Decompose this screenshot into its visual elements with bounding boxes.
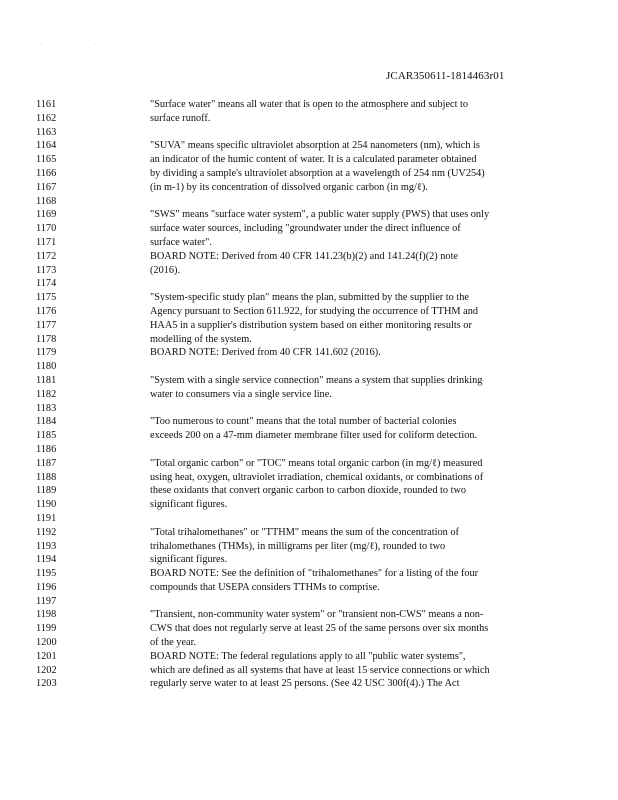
document-line — [36, 139, 596, 153]
line-text: CWS that does not regularly serve at least 25 of the same persons over six months — [150, 623, 489, 635]
line-number: 1199 — [36, 623, 57, 635]
line-number: 1195 — [36, 568, 57, 580]
line-text: water to consumers via a single service line. — [150, 388, 332, 400]
document-line — [36, 664, 596, 678]
line-number: 1173 — [36, 264, 57, 276]
line-number: 1167 — [36, 181, 57, 193]
line-number: 1172 — [36, 250, 57, 262]
line-number: 1202 — [36, 664, 57, 676]
line-text: "System with a single service connection" means a system that supplies drinking — [150, 374, 483, 386]
line-number: 1162 — [36, 112, 57, 124]
line-text: modelling of the system. — [150, 333, 252, 345]
line-number: 1187 — [36, 457, 57, 469]
line-number: 1192 — [36, 526, 57, 538]
line-number: 1183 — [36, 402, 57, 414]
line-number: 1201 — [36, 650, 57, 662]
document-line — [36, 167, 596, 181]
line-text: surface water sources, including "groundwater under the direct influence of — [150, 223, 461, 235]
line-number: 1168 — [36, 195, 57, 207]
line-text: of the year. — [150, 637, 197, 649]
scan-marks: . . — [40, 40, 123, 46]
line-number: 1163 — [36, 126, 57, 138]
document-line — [36, 457, 596, 471]
line-text: trihalomethanes (THMs), in milligrams per liter (mg/ℓ), rounded to two — [150, 540, 446, 552]
line-number: 1186 — [36, 443, 57, 455]
document-line — [36, 402, 596, 416]
line-number: 1176 — [36, 305, 57, 317]
line-number: 1171 — [36, 236, 57, 248]
line-number: 1177 — [36, 319, 57, 331]
line-text: which are defined as all systems that have at least 15 service connections or which — [150, 664, 490, 676]
line-number: 1178 — [36, 333, 57, 345]
document-line — [36, 512, 596, 526]
line-number: 1164 — [36, 140, 57, 152]
document-line — [36, 443, 596, 457]
line-number: 1190 — [36, 499, 57, 511]
document-line — [36, 595, 596, 609]
line-text: "Total trihalomethanes" or "TTHM" means the sum of the concentration of — [150, 526, 459, 538]
line-text: significant figures. — [150, 554, 228, 566]
line-number: 1182 — [36, 388, 57, 400]
line-number: 1175 — [36, 292, 57, 304]
line-text: these oxidants that convert organic carbon to carbon dioxide, rounded to two — [150, 485, 467, 497]
document-line — [36, 333, 596, 347]
line-number: 1203 — [36, 678, 57, 690]
document-line — [36, 429, 596, 443]
line-text: "SWS" means "surface water system", a public water supply (PWS) that uses only — [150, 209, 490, 221]
line-number: 1185 — [36, 430, 57, 442]
document-line — [36, 636, 596, 650]
document-line — [36, 388, 596, 402]
document-line — [36, 208, 596, 222]
line-number: 1179 — [36, 347, 57, 359]
document-line — [36, 126, 596, 140]
line-number: 1170 — [36, 223, 57, 235]
line-text: compounds that USEPA considers TTHMs to comprise. — [150, 581, 380, 593]
line-number: 1180 — [36, 361, 57, 373]
document-line — [36, 553, 596, 567]
line-number: 1191 — [36, 512, 57, 524]
document-line — [36, 346, 596, 360]
document-line — [36, 181, 596, 195]
document-line — [36, 484, 596, 498]
line-text: (2016). — [150, 264, 181, 276]
document-line — [36, 264, 596, 278]
document-line — [36, 526, 596, 540]
line-text: by dividing a sample's ultraviolet absorption at a wavelength of 254 nm (UV254) — [150, 167, 485, 179]
line-number: 1194 — [36, 554, 57, 566]
document-line — [36, 650, 596, 664]
line-text: "SUVA" means specific ultraviolet absorption at 254 nanometers (nm), which is — [150, 140, 480, 152]
line-number: 1188 — [36, 471, 57, 483]
document-line — [36, 415, 596, 429]
line-text: BOARD NOTE: See the definition of "trihalomethanes" for a listing of the four — [150, 568, 479, 580]
line-text: (in m-1) by its concentration of dissolved organic carbon (in mg/ℓ). — [150, 181, 428, 193]
document-line — [36, 319, 596, 333]
document-line — [36, 581, 596, 595]
document-line — [36, 498, 596, 512]
line-number: 1165 — [36, 154, 57, 166]
document-id: JCAR350611-1814463r01 — [386, 70, 505, 82]
line-text: "Total organic carbon" or "TOC" means total organic carbon (in mg/ℓ) measured — [150, 457, 483, 469]
line-text: an indicator of the humic content of water. It is a calculated parameter obtained — [150, 154, 477, 166]
line-number: 1200 — [36, 637, 57, 649]
document-line — [36, 277, 596, 291]
document-line — [36, 677, 596, 691]
line-text: "Surface water" means all water that is open to the atmosphere and subject to — [150, 99, 469, 110]
line-number: 1174 — [36, 278, 57, 290]
numbered-lines — [36, 98, 596, 691]
document-line — [36, 153, 596, 167]
document-line — [36, 222, 596, 236]
document-line — [36, 567, 596, 581]
line-text: regularly serve water to at least 25 persons. (See 42 USC 300f(4).) The Act — [150, 678, 460, 690]
line-text: "Too numerous to count" means that the total number of bacterial colonies — [150, 416, 457, 428]
line-text: surface runoff. — [150, 112, 211, 124]
line-number: 1166 — [36, 167, 57, 179]
line-text: BOARD NOTE: Derived from 40 CFR 141.23(b)(2) and 141.24(f)(2) note — [150, 250, 458, 262]
document-line — [36, 305, 596, 319]
line-text: Agency pursuant to Section 611.922, for studying the occurrence of TTHM and — [150, 305, 478, 317]
document-line — [36, 195, 596, 209]
line-number: 1197 — [36, 595, 57, 607]
line-text: BOARD NOTE: Derived from 40 CFR 141.602 (2016). — [150, 347, 381, 359]
line-number: 1184 — [36, 416, 57, 428]
line-number: 1169 — [36, 209, 57, 221]
line-number: 1189 — [36, 485, 57, 497]
line-number: 1196 — [36, 581, 57, 593]
line-text: using heat, oxygen, ultraviolet irradiation, chemical oxidants, or combinations of — [150, 471, 484, 483]
document-line — [36, 98, 596, 112]
line-number: 1198 — [36, 609, 57, 621]
line-number: 1161 — [36, 99, 57, 110]
document-line — [36, 471, 596, 485]
document-line — [36, 112, 596, 126]
document-line — [36, 291, 596, 305]
line-text: significant figures. — [150, 499, 228, 511]
document-line — [36, 622, 596, 636]
document-line — [36, 236, 596, 250]
line-text: BOARD NOTE: The federal regulations apply to all "public water systems", — [150, 650, 466, 662]
document-line — [36, 374, 596, 388]
line-text: surface water". — [150, 236, 212, 248]
line-text: HAA5 in a supplier's distribution system based on either monitoring results or — [150, 319, 472, 331]
document-line — [36, 250, 596, 264]
document-line — [36, 360, 596, 374]
document-line — [36, 540, 596, 554]
document-line — [36, 608, 596, 622]
line-text: exceeds 200 on a 47-mm diameter membrane filter used for coliform detection. — [150, 430, 478, 442]
line-text: "Transient, non-community water system" or "transient non-CWS" means a non- — [150, 609, 484, 621]
line-text: "System-specific study plan" means the plan, submitted by the supplier to the — [150, 292, 469, 304]
line-number: 1181 — [36, 374, 57, 386]
line-number: 1193 — [36, 540, 57, 552]
